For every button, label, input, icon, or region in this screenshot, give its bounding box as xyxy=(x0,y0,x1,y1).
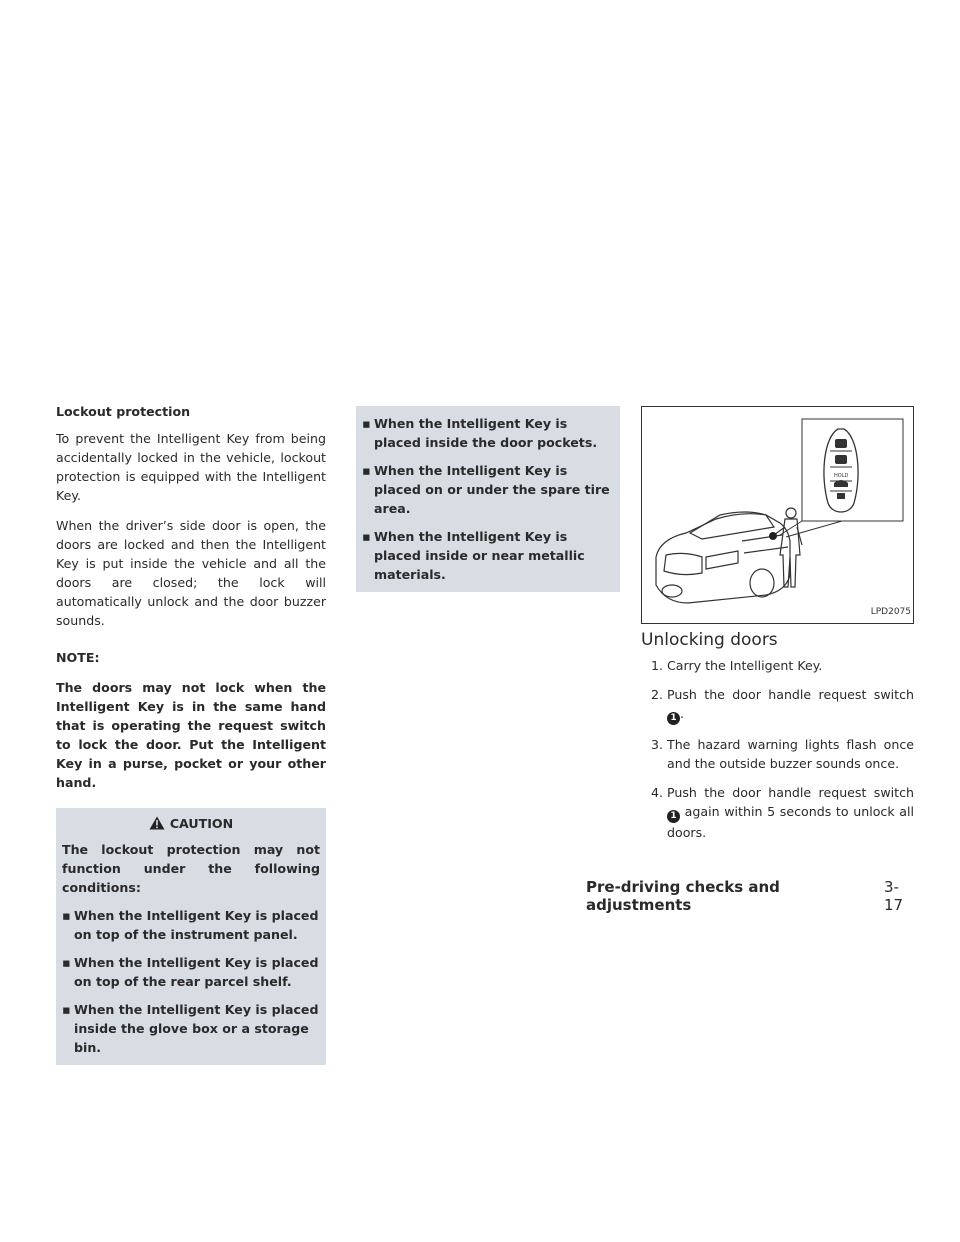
warning-icon xyxy=(149,816,165,830)
step-item: 2. Push the door handle request switch 1 . xyxy=(650,687,914,723)
caution-intro: The lockout protection may not function under the following conditions: xyxy=(62,842,320,895)
step-item: 3. The hazard warning lights flash once and the outside buzzer sounds once. xyxy=(650,737,914,771)
bullet-icon: ▪ xyxy=(362,529,371,544)
figure-code: LPD2075 xyxy=(870,607,911,617)
caution-title: CAUTION xyxy=(169,815,234,831)
bullet-icon: ▪ xyxy=(62,955,71,970)
page-number: 3-17 xyxy=(884,878,904,914)
caution-item: ▪ When the Intelligent Key is placed inside the glove box or a storage bin. xyxy=(62,1002,319,1055)
page-footer xyxy=(586,878,916,914)
note-text: The doors may not lock when the Intelligent Key is in the same hand that is operating the request switch to lock the door. Put the Intelligent Key in a purse, pocket or your other hand. xyxy=(56,680,326,790)
car-illustration xyxy=(656,512,790,603)
lockout-heading: Lockout protection xyxy=(56,404,191,419)
caution-item: ▪ When the Intelligent Key is placed on top of the instrument panel. xyxy=(62,908,319,942)
svg-text:HOLD: HOLD xyxy=(834,473,849,479)
bullet-icon: ▪ xyxy=(62,908,71,923)
caution-item: ▪ When the Intelligent Key is placed inside the door pockets. xyxy=(362,416,598,450)
note-label: NOTE: xyxy=(56,650,100,665)
callout-1-icon: 1 xyxy=(667,712,680,725)
unlock-illustration xyxy=(641,406,914,624)
column-right xyxy=(641,406,914,852)
lockout-para-1: To prevent the Intelligent Key from being accidentally locked in the vehicle, lockout protection is equipped with the Intelligent Key. xyxy=(56,431,326,503)
column-left xyxy=(56,402,326,1065)
column-middle xyxy=(356,406,620,592)
caution-item: ▪ When the Intelligent Key is placed on or under the spare tire area. xyxy=(362,463,610,516)
bullet-icon: ▪ xyxy=(362,463,371,478)
step-item: 4. Push the door handle request switch 1 again within 5 seconds to unlock all doors. xyxy=(650,785,914,840)
caution-header xyxy=(62,812,320,834)
key-fob-icon xyxy=(824,429,858,512)
unlocking-title: Unlocking doors xyxy=(641,630,778,650)
callout-1-icon: 1 xyxy=(667,810,680,823)
step-item: 1. Carry the Intelligent Key. xyxy=(650,658,823,673)
caution-item: ▪ When the Intelligent Key is placed inside or near metallic materials. xyxy=(362,529,585,582)
bullet-icon: ▪ xyxy=(62,1002,71,1017)
footer-section: Pre-driving checks and adjustments xyxy=(586,878,780,914)
caution-box-continued xyxy=(356,406,620,592)
car-and-person-illustration xyxy=(642,407,913,623)
caution-item: ▪ When the Intelligent Key is placed on top of the rear parcel shelf. xyxy=(62,955,319,989)
caution-box xyxy=(56,808,326,1065)
bullet-icon: ▪ xyxy=(362,416,371,431)
lockout-para-2: When the driver’s side door is open, the doors are locked and then the Intelligent Key is put inside the vehicle and all the doors are closed; the lock will automatically unlock and the door buzzer sounds. xyxy=(56,518,326,628)
